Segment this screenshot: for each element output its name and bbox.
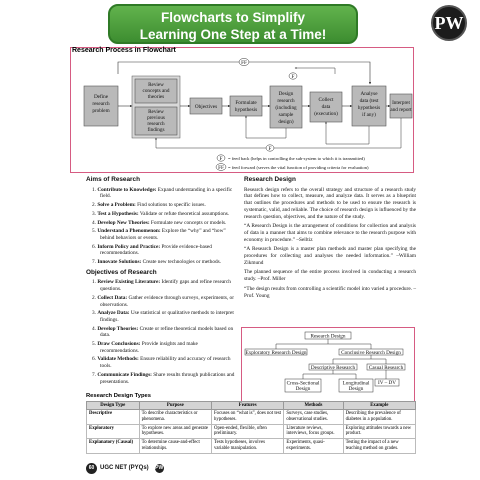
list-item (92, 202, 236, 209)
item-text: Gather evidence through surveys, experiments, or observations. (100, 294, 234, 308)
svg-text:(including: (including (275, 105, 297, 111)
svg-text:F: F (219, 155, 223, 162)
list-item (92, 356, 236, 370)
item-term: Test a Hypothesis: (97, 210, 139, 217)
item-term: Validate Methods: (97, 356, 139, 363)
item-number: 1. (92, 186, 96, 193)
svg-text:research: research (147, 121, 165, 127)
item-number: 7. (92, 259, 96, 266)
list-item (92, 279, 236, 293)
node-review-findings (135, 107, 177, 135)
item-term: Contribute to Knowledge: (97, 186, 157, 193)
svg-text:problem: problem (92, 108, 110, 114)
list-item (92, 310, 236, 323)
table-cell: Testing the impact of a new teaching method on grades. (343, 439, 415, 454)
table-cell: Explanatory (Causal) (87, 439, 140, 454)
svg-text:Design: Design (278, 91, 294, 97)
item-term: Communicate Findings: (97, 371, 152, 378)
svg-text:FF: FF (218, 164, 224, 171)
list-item (92, 243, 236, 257)
item-term: Develop Theories: (97, 325, 139, 332)
table-cell: To explore new areas and generate hypotheses. (139, 424, 211, 439)
item-text: Create or refine theoretical models based on data. (100, 325, 234, 339)
item-number: 4. (92, 325, 96, 332)
research-design-types-table (86, 401, 416, 454)
svg-text:Define: Define (93, 94, 109, 100)
f-label-a: F (291, 73, 295, 80)
quote-young: “The design results from controlling a scientific model into varied a procedure. –Prof. Young (244, 285, 416, 299)
col-features: Features (212, 402, 284, 410)
item-text: Provide insights and make recommendations. (100, 341, 198, 354)
legend-f-text: = feed back (helps in controlling the sub-system to which it is transmitted) (228, 155, 365, 161)
item-text: Explore the “why” and “how” behind behaviors or events. (100, 228, 226, 241)
pw-logo-icon: PW (431, 5, 467, 41)
item-number: 7. (92, 371, 96, 378)
table-cell: To determine cause-and-effect relationships. (139, 439, 211, 454)
tree-descriptive: Descriptive Research (310, 364, 356, 371)
footer-pw-logo-icon: PW (155, 464, 164, 471)
node-define-problem (84, 86, 118, 126)
item-text: Validate or refute theoretical assumptions. (139, 210, 230, 217)
list-item (92, 371, 236, 385)
design-definition: Research design refers to the overall strategy and structure of a research study that defines how to collect, measure, and analyze data. It serves as a blueprint that outlines the procedures and methods to be used to ensure the research is systematic, valid, and reliable. The choice of research design is influenced by the research question, objectives, and the nature of the study. (244, 186, 416, 220)
item-text: Provide evidence-based recommendations. (100, 243, 212, 257)
list-item (92, 341, 236, 354)
objectives-list (86, 279, 236, 385)
item-number: 6. (92, 356, 96, 363)
item-number: 5. (92, 228, 96, 235)
list-item (92, 219, 236, 227)
node-design-research (270, 86, 302, 128)
item-term: Draw Conclusions: (97, 341, 141, 348)
banner-line-2: Learning One Step at a Time! (139, 27, 327, 42)
aims-heading: Aims of Research (86, 176, 140, 183)
table-cell: Exploring attitudes towards a new product. (343, 424, 415, 439)
table-cell: To describe characteristics or phenomena. (139, 410, 211, 425)
table-cell: Surveys, case studies, observational studies. (284, 410, 343, 425)
table-cell: Tests hypotheses, involves variable manipulation. (212, 439, 284, 454)
item-number: 3. (92, 310, 96, 317)
tree-cross-sectional-1: Cross-Sectional (286, 380, 320, 387)
svg-text:Objectives: Objectives (194, 104, 218, 110)
table-cell: Focuses on “what is”, does not test hypotheses. (212, 410, 284, 425)
svg-text:data (test: data (test (359, 98, 379, 104)
ff-label-top: FF (241, 59, 247, 66)
svg-text:hypothesis: hypothesis (357, 105, 381, 111)
svg-text:theories: theories (147, 94, 165, 100)
table-cell: Open-ended, flexible, often preliminary. (212, 424, 284, 439)
col-methods: Methods (284, 402, 343, 410)
tree-cross-sectional-2: Design (295, 386, 311, 392)
svg-text:Collect: Collect (318, 97, 334, 103)
item-number: 2. (92, 202, 96, 209)
node-collect-data (310, 92, 342, 122)
objectives-heading: Objectives of Research (86, 268, 157, 276)
list-item (92, 294, 236, 308)
svg-text:data: data (321, 104, 331, 110)
svg-text:previous: previous (147, 115, 165, 121)
item-term: Inform Policy and Practice: (97, 243, 161, 250)
node-interpret-report (390, 94, 412, 118)
page-number: 60 (86, 463, 97, 474)
item-number: 2. (92, 294, 96, 301)
svg-text:Review: Review (148, 82, 164, 88)
item-number: 5. (92, 341, 96, 348)
item-text: Create new technologies or methods. (142, 259, 222, 266)
flowchart-title: Research Process in Flowchart (72, 47, 176, 54)
item-number: 3. (92, 210, 96, 217)
item-term: Analyze Data: (97, 310, 130, 317)
tree-causal: Casual Research (368, 364, 404, 371)
svg-text:Analyse: Analyse (360, 91, 378, 97)
footer-book-title: UGC NET (PYQs) (100, 465, 149, 471)
list-item (92, 325, 236, 339)
item-text: Find solutions to specific issues. (137, 202, 206, 209)
table-cell: Descriptive (87, 410, 140, 425)
feedback-line-a (295, 68, 335, 74)
tree-exploratory: Exploratory Research Design (245, 349, 307, 356)
node-formulate-hypothesis (230, 96, 262, 116)
table-cell: Experiments, quasi-experiments. (284, 439, 343, 454)
svg-text:concepts and: concepts and (142, 88, 170, 94)
quote-selltiz: “A Research Design is the arrangement of conditions for collection and analysis of data in a manner that aims to combine relevance to the research purpose with economy in procedure.” –Selltiz (244, 223, 416, 243)
node-review-concepts (135, 79, 177, 103)
item-text: Formulate new concepts or models. (150, 219, 227, 226)
col-design-type: Design Type (87, 402, 140, 410)
right-column (244, 176, 416, 302)
tree-longitudinal-2: Design (348, 386, 364, 392)
item-text: Share results through publications and presentations. (100, 371, 235, 385)
col-purpose: Purpose (139, 402, 211, 410)
svg-text:research: research (92, 101, 110, 107)
svg-text:Formulate: Formulate (235, 100, 257, 106)
title-banner (108, 4, 358, 44)
item-term: Collect Data: (97, 294, 128, 301)
table-header-row (87, 402, 416, 410)
item-term: Innovate Solutions: (97, 259, 142, 266)
research-process-flowchart (70, 54, 414, 173)
item-text: Ensure reliability and accuracy of research tools. (100, 356, 231, 370)
list-item (92, 210, 236, 218)
svg-text:findings: findings (147, 127, 165, 133)
item-number: 6. (92, 243, 96, 250)
tree-root: Research Design (310, 333, 346, 340)
svg-text:and report: and report (390, 107, 412, 113)
table-row (87, 439, 416, 454)
list-item (92, 259, 236, 266)
svg-text:Review: Review (148, 109, 164, 115)
table-cell: Describing the prevalence of diabetes in a population. (343, 410, 415, 425)
quote-miller: The planned sequence of the entire process involved in conducting a research study. –Prof. Miller (244, 269, 416, 283)
table-row (87, 410, 416, 425)
quote-zikmund: “A Research Design is a master plan methods and master plan specifying the procedures for collecting and analyses the needed information.” –William Zikmund (244, 246, 416, 266)
item-text: Expand understanding in a specific field. (100, 186, 233, 200)
tree-longitudinal-1: Longitudinal (342, 380, 370, 387)
node-objectives (190, 98, 222, 114)
left-column (86, 176, 236, 387)
list-item (92, 228, 236, 241)
tree-iv-dv: IV – DV (377, 380, 397, 387)
svg-text:(execution): (execution) (314, 111, 338, 117)
item-text: Use statistical or qualitative methods to interpret findings. (100, 310, 234, 323)
list-item (92, 186, 236, 200)
item-term: Understand a Phenomenon: (97, 228, 161, 235)
svg-text:design): design) (278, 119, 294, 125)
types-table-title: Research Design Types (86, 393, 151, 399)
tree-conclusive: Conclusive Research Design (341, 349, 401, 356)
item-number: 4. (92, 219, 96, 226)
item-term: Solve a Problem: (97, 202, 136, 209)
banner-line-1: Flowcharts to Simplify (160, 10, 306, 25)
table-cell: Exploratory (87, 424, 140, 439)
item-text: Identify gaps and refine research questions. (100, 279, 231, 293)
page-footer (86, 462, 164, 474)
svg-text:Interpret: Interpret (392, 100, 410, 106)
research-design-tree (241, 327, 415, 409)
aims-list (86, 187, 236, 266)
svg-text:if any): if any) (362, 112, 376, 118)
legend-ff-text: = feed forward (serves the vital function of providing criteria for evaluation) (228, 164, 369, 170)
node-analyse-data (352, 86, 386, 126)
item-term: Review Existing Literature: (97, 279, 161, 286)
table-row (87, 424, 416, 439)
svg-text:hypothesis: hypothesis (234, 107, 258, 113)
item-number: 1. (92, 279, 96, 286)
svg-text:F: F (268, 145, 272, 152)
design-heading: Research Design (244, 176, 296, 183)
svg-text:research: research (277, 98, 295, 104)
table-cell: Literature reviews, interviews, focus groups. (284, 424, 343, 439)
item-term: Develop New Theories: (97, 219, 150, 226)
svg-text:sample: sample (278, 112, 294, 118)
col-example: Example (343, 402, 415, 410)
